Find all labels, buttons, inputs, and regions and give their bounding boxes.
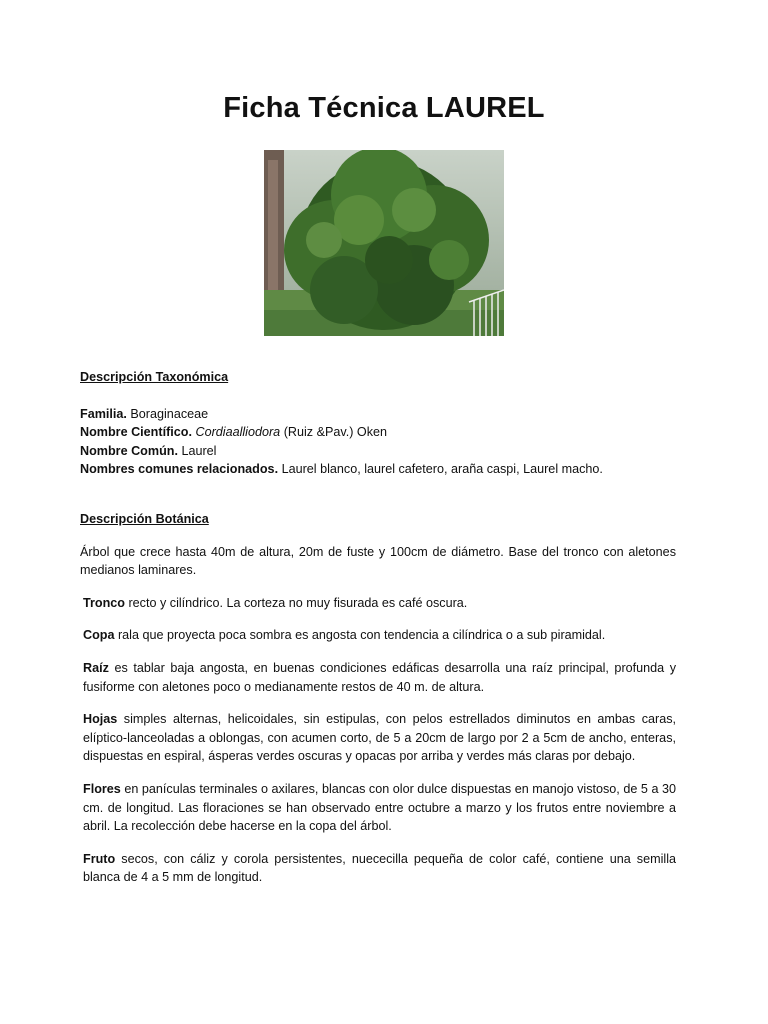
copa-label: Copa <box>83 628 115 643</box>
related-names-label: Nombres comunes relacionados. <box>80 462 279 477</box>
common-name-value: Laurel <box>181 443 217 458</box>
taxonomy-heading: Descripción Taxonómica <box>80 370 229 384</box>
copa-text: rala que proyecta poca sombra es angosta con tendencia a cilíndrica o a sub piramidal. <box>117 628 606 643</box>
related-names-value: Laurel blanco, laurel cafetero, araña caspi, Laurel macho. <box>281 462 603 477</box>
botanical-section <box>80 510 676 887</box>
raiz-paragraph <box>80 659 676 696</box>
family-value: Boraginaceae <box>130 406 209 421</box>
flores-text: en panículas terminales o axilares, blancas con olor dulce dispuestas en manojo vistoso, de 5 a 30 cm. de longitud. Las floraciones se han observado entre octubre a marzo y los frutos entre noviembre a abril. La recolección debe hacerse en la copa del árbol. <box>83 781 677 834</box>
tronco-paragraph <box>80 594 676 613</box>
fruto-label: Fruto <box>83 851 116 866</box>
taxonomy-block <box>80 405 676 479</box>
tronco-label: Tronco <box>83 595 125 610</box>
scientific-name-line <box>80 423 676 442</box>
flores-paragraph <box>80 780 676 836</box>
tree-illustration <box>264 150 504 336</box>
tronco-text: recto y cilíndrico. La corteza no muy fisurada es café oscura. <box>128 595 468 610</box>
fruto-paragraph <box>80 850 676 887</box>
document-body <box>80 368 676 887</box>
hojas-text: simples alternas, helicoidales, sin estipulas, con pelos estrellados diminutos en ambas caras, elíptico-lanceoladas a oblongas, con acumen corto, de 5 a 20cm de largo por 2 a 5cm de ancho, enteras, dispuestas en espiral, ásperas verdes oscuras y opacas por arriba y verdes más claras por debajo. <box>83 712 677 764</box>
hojas-label: Hojas <box>83 712 118 727</box>
botanical-heading: Descripción Botánica <box>80 511 209 526</box>
family-label: Familia. <box>80 406 127 421</box>
flores-label: Flores <box>83 781 121 796</box>
page-title: Ficha Técnica LAUREL <box>223 92 545 124</box>
common-name-line <box>80 442 676 461</box>
hojas-paragraph <box>80 710 676 766</box>
common-name-label: Nombre Común. <box>80 443 178 458</box>
related-names-line <box>80 460 676 479</box>
scientific-name-label: Nombre Científico. <box>80 425 192 440</box>
copa-paragraph <box>80 626 676 645</box>
fruto-text: secos, con cáliz y corola persistentes, nuececilla pequeña de color café, contiene una semilla blanca de 4 a 5 mm de longitud. <box>83 851 676 885</box>
raiz-text: es tablar baja angosta, en buenas condiciones edáficas desarrolla una raíz principal, profunda y fusiforme con aletones poco o medianamente restos de 40 m. de altura. <box>83 660 676 694</box>
family-line <box>80 405 676 424</box>
laurel-tree-photo <box>264 150 504 336</box>
scientific-name-italic: Cordiaalliodora <box>195 425 281 440</box>
scientific-name-authority: (Ruiz &Pav.) Oken <box>283 425 388 440</box>
raiz-label: Raíz <box>83 660 109 675</box>
botanical-intro: Árbol que crece hasta 40m de altura, 20m de fuste y 100cm de diámetro. Base del tronco con aletones medianos laminares. <box>80 544 676 578</box>
